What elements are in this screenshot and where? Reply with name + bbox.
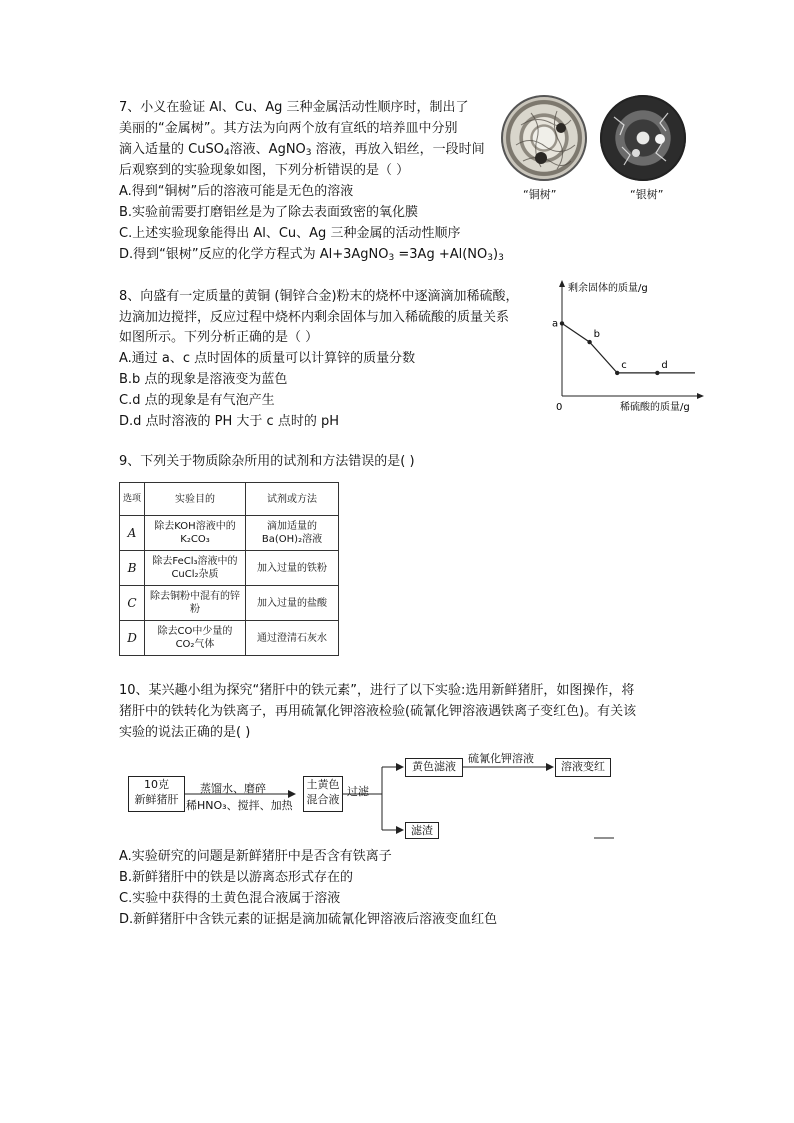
row-goal [145, 516, 246, 551]
header-option: 选项 [120, 483, 145, 516]
goal-line: 除去CO中少量的 [157, 626, 233, 637]
q7-option-d-part: ) [492, 247, 499, 262]
goal-line: CO₂气体 [175, 639, 215, 650]
row-goal [145, 551, 246, 586]
q10-line-1: 10、某兴趣小组为探究“猪肝中的铁元素”，进行了以下实验:选用新鲜猪肝，如图操作，将 [119, 683, 635, 698]
origin-label: 0 [556, 402, 563, 413]
subscript: 3 [498, 253, 504, 263]
flow-reagent-label: 硫氰化钾溶液 [468, 752, 534, 765]
flow-filter-label: 过滤 [347, 785, 369, 798]
flow-result-box: 溶液变红 [555, 758, 611, 777]
copper-tree-caption: “铜树” [523, 188, 557, 201]
q10-option-c: C.实验中获得的土黄色混合液属于溶液 [119, 891, 341, 906]
goal-line: 除去铜粉中混有的锌 [150, 591, 240, 602]
flow-start-box [128, 776, 185, 812]
series-line [562, 323, 695, 373]
flow-mix-line: 混合液 [306, 793, 340, 806]
flow-filtrate-box: 黄色滤液 [405, 758, 463, 777]
x-axis-arrow [697, 393, 704, 399]
q8-line-1: 8、向盛有一定质量的黄铜 (铜锌合金)粉末的烧杯中逐滴滴加稀硫酸， [119, 289, 519, 304]
table-row [120, 621, 339, 656]
goal-line: K₂CO₃ [180, 534, 210, 545]
q7-option-c: C.上述实验现象能得出 Al、Cu、Ag 三种金属的活动性顺序 [119, 226, 461, 241]
row-method [246, 621, 339, 656]
data-point-b [587, 340, 591, 344]
q8-option-c: C.d 点的现象是有气泡产生 [119, 393, 275, 408]
row-goal [145, 621, 246, 656]
goal-line: 除去FeCl₃溶液中的 [152, 556, 238, 567]
row-option: B [120, 551, 145, 586]
q7-line-3-part: 溶液、AgNO [229, 142, 306, 157]
silver-tree-overlay [600, 95, 686, 181]
row-option: C [120, 586, 145, 621]
q8-option-a: A.通过 a、c 点时固体的质量可以计算锌的质量分数 [119, 351, 416, 366]
point-label-d: d [661, 359, 668, 371]
table-row [120, 516, 339, 551]
goal-line: 粉 [190, 604, 200, 615]
point-label-a: a [552, 318, 559, 330]
q7-line-1: 7、小义在验证 Al、Cu、Ag 三种金属活动性顺序时，制出了 [119, 100, 469, 115]
q7-line-3-part: 溶液，再放入铝丝，一段时间 [311, 142, 485, 157]
q9-table [119, 482, 339, 656]
goal-line: CuCl₂杂质 [171, 569, 219, 580]
y-axis-arrow [559, 280, 565, 287]
q10-line-3: 实验的说法正确的是( ) [119, 725, 251, 740]
copper-tree-photo [501, 95, 587, 181]
data-point-c [615, 371, 619, 375]
flow-step1-bottom: 稀HNO₃、搅拌、加热 [186, 799, 293, 812]
row-option: A [120, 516, 145, 551]
q7-option-d-part: D.得到“银树”反应的化学方程式为 Al+3AgNO [119, 247, 389, 262]
flow-mix-line: 土黄色 [306, 778, 340, 791]
y-axis-label: 剩余固体的质量/g [568, 283, 648, 294]
subscript: 3 [487, 253, 493, 263]
x-axis-label: 稀硫酸的质量/g [620, 402, 690, 413]
data-point-a [560, 321, 564, 325]
q7-option-a: A.得到“铜树”后的溶液可能是无色的溶液 [119, 184, 354, 199]
q8-option-b: B.b 点的现象是溶液变为蓝色 [119, 372, 288, 387]
point-label-b: b [593, 329, 600, 341]
point-label-c: c [621, 359, 627, 371]
q10-option-b: B.新鲜猪肝中的铁是以游离态形式存在的 [119, 870, 354, 885]
row-method [246, 586, 339, 621]
q7-option-b: B.实验前需要打磨铝丝是为了除去表面致密的氧化膜 [119, 205, 419, 220]
q8-option-d: D.d 点时溶液的 PH 大于 c 点时的 pH [119, 414, 339, 429]
silver-tree-photo [600, 95, 686, 181]
row-method [246, 551, 339, 586]
row-method [246, 516, 339, 551]
q10-option-a: A.实验研究的问题是新鲜猪肝中是否含有铁离子 [119, 849, 392, 864]
flow-step1-top: 蒸馏水、磨碎 [200, 782, 266, 795]
q7-option-d [119, 245, 504, 268]
flow-residue-box: 滤渣 [405, 822, 439, 839]
q7-line-4: 后观察到的实验现象如图，下列分析错误的是（ ） [119, 163, 410, 178]
q8-line-3: 如图所示。下列分析正确的是（ ） [119, 330, 319, 345]
table-row [120, 586, 339, 621]
flow-start-line: 10克 [144, 778, 169, 791]
method-line: 加入过量的铁粉 [257, 562, 327, 574]
row-option: D [120, 621, 145, 656]
method-line: 加入过量的盐酸 [257, 597, 327, 609]
q7-line-3 [119, 140, 485, 163]
flow-start-line: 新鲜猪肝 [134, 793, 179, 806]
subscript: 3 [305, 148, 312, 158]
q10-option-d: D.新鲜猪肝中含铁元素的证据是滴加硫氰化钾溶液后溶液变血红色 [119, 912, 498, 927]
method-line: 通过澄清石灰水 [257, 632, 327, 644]
q10-line-2: 猪肝中的铁转化为铁离子，再用硫氰化钾溶液检验(硫氰化钾溶液遇铁离子变红色)。有关该 [119, 704, 637, 719]
table-header-row [120, 483, 339, 516]
q8-line-2: 边滴加边搅拌，反应过程中烧杯内剩余固体与加入稀硫酸的质量关系 [119, 310, 510, 325]
row-goal [145, 586, 246, 621]
flow-mix-box [303, 776, 343, 812]
method-line: Ba(OH)₂溶液 [261, 534, 323, 545]
table-row [120, 551, 339, 586]
mass-chart [548, 278, 708, 418]
header-method: 试剂或方法 [246, 483, 339, 516]
data-point-d [655, 371, 659, 375]
q7-line-2: 美丽的“金属树”。其方法为向两个放有宣纸的培养皿中分别 [119, 121, 458, 136]
copper-tree-overlay [501, 95, 587, 181]
q7-line-3-part: 滴入适量的 CuSO [119, 142, 224, 157]
method-line: 滴加适量的 [267, 521, 317, 532]
silver-tree-caption: “银树” [630, 188, 664, 201]
q9-title: 9、下列关于物质除杂所用的试剂和方法错误的是( ) [119, 454, 415, 469]
goal-line: 除去KOH溶液中的 [154, 521, 236, 532]
header-goal: 实验目的 [145, 483, 246, 516]
subscript: 3 [388, 253, 395, 263]
subscript: 4 [223, 148, 230, 158]
q7-option-d-part: =3Ag +Al(NO [394, 247, 488, 262]
